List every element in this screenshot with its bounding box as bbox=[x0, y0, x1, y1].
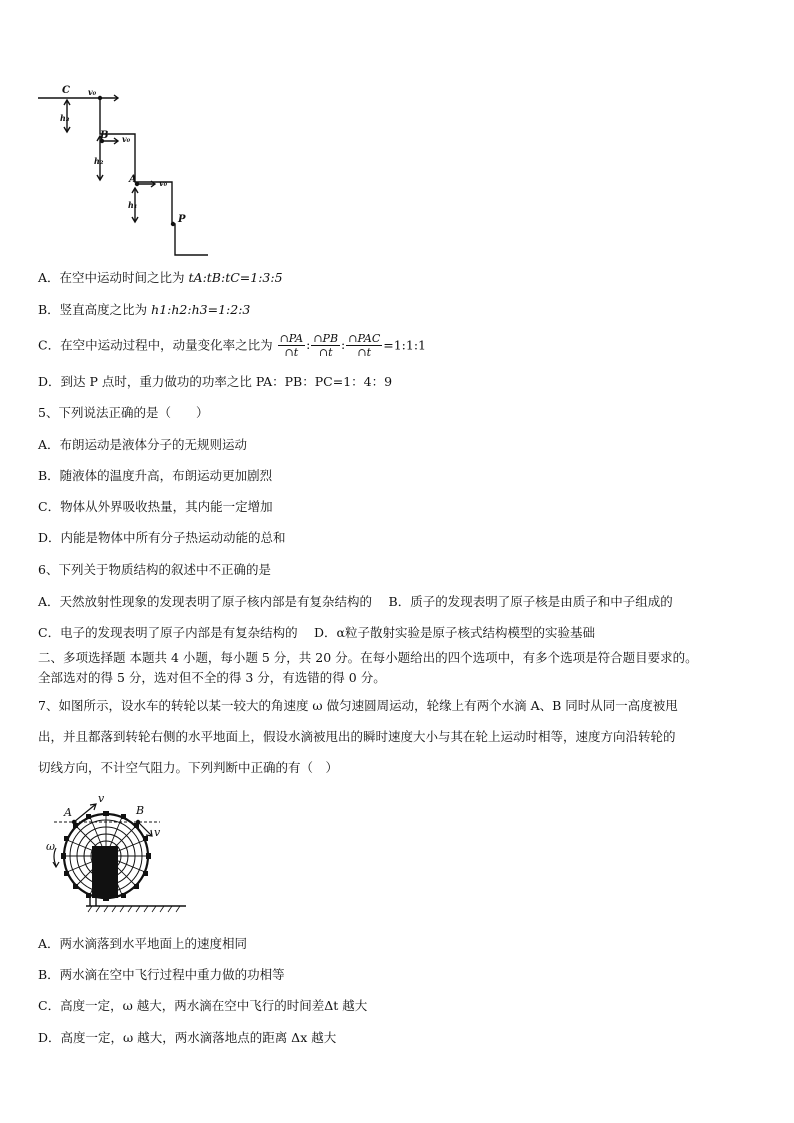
q4-option-c: C．在空中运动过程中，动量变化率之比为 $\frac{\cap PA}{\cap t}$ : $\frac{\cap PB}{\cap t}$ : $\frac{\text{∩PAC}}{\cap t}$ =1:1:1 bbox=[38, 332, 426, 359]
q7-option-b: B．两水滴在空中飞行过程中重力做的功相等 bbox=[38, 967, 285, 982]
fraction-pb: $\frac{\cap PB}{\cap t}$ bbox=[313, 332, 339, 359]
label-drop-a: A bbox=[64, 806, 72, 819]
wheel-hub bbox=[92, 846, 118, 898]
q4-option-a-expr: tA:tB:tC=1:3:5 bbox=[188, 270, 283, 285]
q4-option-c-suffix: =1:1:1 bbox=[383, 337, 426, 353]
label-h2: h₂ bbox=[94, 156, 104, 166]
q6-options-cd: C．电子的发现表明了原子内部是有复杂结构的 D．α粒子散射实验是原子核式结构模型的实验基础 bbox=[38, 625, 596, 640]
q5-option-a: A．布朗运动是液体分子的无规则运动 bbox=[38, 437, 248, 452]
q6-stem: 6、下列关于物质结构的叙述中不正确的是 bbox=[38, 562, 271, 577]
q4-option-b bbox=[38, 302, 250, 318]
water-wheel-figure bbox=[40, 790, 188, 914]
label-c: C bbox=[62, 85, 70, 96]
section2-line1: 二、多项选择题 本题共 4 小题，每小题 5 分，共 20 分。在每小题给出的四个选项中，有多个选项是符合题目要求的。 bbox=[38, 650, 698, 665]
q7-stem-line1: 7、如图所示，设水车的转轮以某一较大的角速度 ω 做匀速圆周运动，轮缘上有两个水滴 A、B 同时从同一高度被甩 bbox=[38, 698, 678, 713]
label-a: A bbox=[129, 174, 137, 185]
label-p: P bbox=[178, 214, 186, 225]
label-omega: ω bbox=[46, 840, 55, 853]
q5-option-b: B．随液体的温度升高，布朗运动更加剧烈 bbox=[38, 468, 273, 483]
label-drop-b: B bbox=[136, 804, 145, 817]
q4-option-d: D．到达 P 点时，重力做功的功率之比 PA：PB：PC=1：4：9 bbox=[38, 374, 393, 389]
fraction-pac: $\frac{\text{∩PAC}}{\cap t}$ bbox=[348, 332, 381, 359]
q4-option-b-expr: h1:h2:h3=1:2:3 bbox=[151, 302, 251, 317]
q5-stem: 5、下列说法正确的是（ ） bbox=[38, 405, 209, 420]
q4-option-b-prefix: B．竖直高度之比为 bbox=[38, 302, 152, 317]
q5-option-c: C．物体从外界吸收热量，其内能一定增加 bbox=[38, 499, 273, 514]
fraction-pa: $\frac{\cap PA}{\cap t}$ bbox=[279, 332, 304, 359]
q4-option-a bbox=[38, 270, 283, 286]
q4-option-a-prefix: A．在空中运动时间之比为 bbox=[38, 270, 189, 285]
label-velocity-b: v bbox=[154, 826, 161, 839]
label-v0-a: v₀ bbox=[159, 178, 168, 188]
q7-stem-line3: 切线方向，不计空气阻力。下列判断中正确的有（ ） bbox=[38, 760, 339, 775]
stairs-figure bbox=[38, 82, 213, 258]
q6-options-ab: A．天然放射性现象的发现表明了原子核内部是有复杂结构的 B．质子的发现表明了原子核是由质子和中子组成的 bbox=[38, 594, 673, 609]
q7-option-d: D．高度一定，ω 越大，两水滴落地点的距离 Δx 越大 bbox=[38, 1030, 337, 1045]
section2-line2: 全部选对的得 5 分，选对但不全的得 3 分，有选错的得 0 分。 bbox=[38, 670, 386, 685]
label-v0-b: v₀ bbox=[122, 134, 131, 144]
label-b: B bbox=[100, 130, 109, 141]
point-p bbox=[171, 222, 175, 226]
label-v0-c: v₀ bbox=[88, 87, 97, 97]
q4-option-c-prefix: C．在空中运动过程中，动量变化率之比为 bbox=[38, 337, 273, 353]
q7-option-c: C．高度一定，ω 越大，两水滴在空中飞行的时间差Δt 越大 bbox=[38, 998, 368, 1013]
label-h3: h₃ bbox=[60, 113, 70, 123]
q7-option-a: A．两水滴落到水平地面上的速度相同 bbox=[38, 936, 248, 951]
q5-option-d: D．内能是物体中所有分子热运动动能的总和 bbox=[38, 530, 286, 545]
label-velocity-a: v bbox=[98, 792, 105, 805]
label-h1: h₁ bbox=[128, 200, 138, 210]
q7-stem-line2: 出，并且都落到转轮右侧的水平地面上，假设水滴被甩出的瞬时速度大小与其在轮上运动时相等，速度方向沿转轮的 bbox=[38, 729, 676, 744]
point-c bbox=[98, 96, 102, 100]
